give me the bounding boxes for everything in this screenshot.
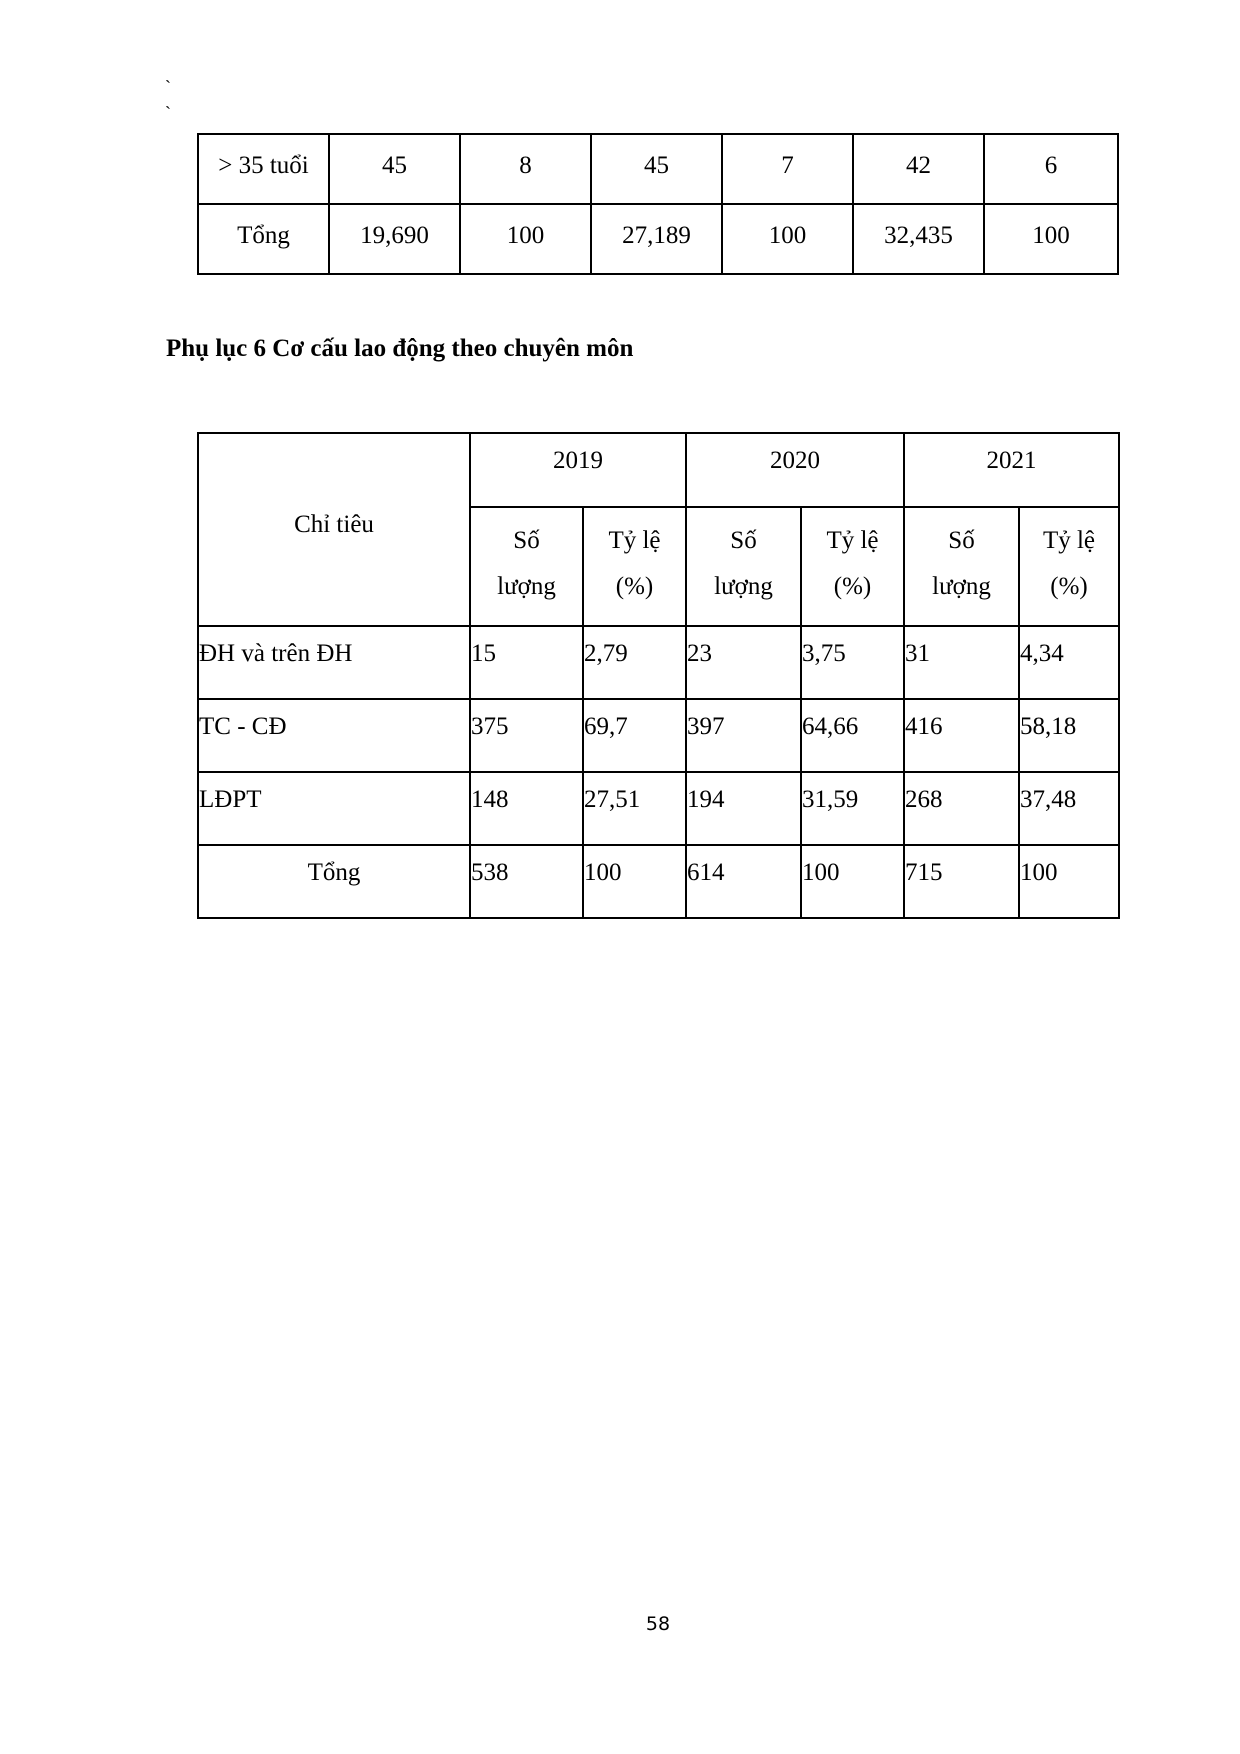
table-cell: 37,48 — [1019, 772, 1119, 845]
table-cell: 27,189 — [591, 204, 722, 274]
column-header-year: 2019 — [470, 433, 686, 507]
row-label: ĐH và trên ĐH — [198, 626, 470, 699]
table-cell: 194 — [686, 772, 801, 845]
table-row-total — [198, 845, 1119, 918]
table-cell: 8 — [460, 134, 591, 204]
table-cell: 69,7 — [583, 699, 686, 772]
table-cell: 31,59 — [801, 772, 904, 845]
column-header-ratio: Tỷ lệ (%) — [801, 507, 904, 626]
stray-mark: ` — [165, 77, 171, 97]
table-cell: 23 — [686, 626, 801, 699]
row-label: LĐPT — [198, 772, 470, 845]
header-row-years — [198, 433, 1119, 507]
section-heading: Phụ lục 6 Cơ cấu lao động theo chuyên môn — [166, 335, 634, 362]
table-cell: 100 — [583, 845, 686, 918]
column-header-year: 2020 — [686, 433, 904, 507]
row-label: > 35 tuổi — [198, 134, 329, 204]
column-header-ratio: Tỷ lệ (%) — [583, 507, 686, 626]
table-cell: 19,690 — [329, 204, 460, 274]
table-cell: 148 — [470, 772, 583, 845]
table-row — [198, 134, 1118, 204]
table-row — [198, 772, 1119, 845]
table-cell: 58,18 — [1019, 699, 1119, 772]
table-cell: 397 — [686, 699, 801, 772]
column-header-count: Số lượng — [686, 507, 801, 626]
table-cell: 416 — [904, 699, 1019, 772]
table-cell: 4,34 — [1019, 626, 1119, 699]
table-cell: 100 — [722, 204, 853, 274]
table-row — [198, 626, 1119, 699]
table-cell: 614 — [686, 845, 801, 918]
table-row — [198, 204, 1118, 274]
table-cell: 100 — [1019, 845, 1119, 918]
table-cell: 375 — [470, 699, 583, 772]
labor-by-specialty-table — [197, 432, 1120, 919]
table-cell: 3,75 — [801, 626, 904, 699]
column-header-count: Số lượng — [904, 507, 1019, 626]
table-cell: 42 — [853, 134, 984, 204]
table-cell: 100 — [460, 204, 591, 274]
table-cell: 715 — [904, 845, 1019, 918]
table-cell: 27,51 — [583, 772, 686, 845]
age-structure-table-continuation — [197, 133, 1119, 275]
column-header-ratio: Tỷ lệ (%) — [1019, 507, 1119, 626]
column-header-chi-tieu: Chỉ tiêu — [198, 433, 470, 626]
row-label: TC - CĐ — [198, 699, 470, 772]
table-cell: 100 — [801, 845, 904, 918]
row-label: Tổng — [198, 845, 470, 918]
row-label: Tổng — [198, 204, 329, 274]
table-cell: 100 — [984, 204, 1118, 274]
table-cell: 15 — [470, 626, 583, 699]
table-cell: 2,79 — [583, 626, 686, 699]
stray-mark: ` — [165, 103, 171, 123]
page-number: 58 — [645, 1613, 671, 1635]
table-cell: 45 — [591, 134, 722, 204]
table-cell: 32,435 — [853, 204, 984, 274]
column-header-year: 2021 — [904, 433, 1119, 507]
table-cell: 538 — [470, 845, 583, 918]
table-cell: 7 — [722, 134, 853, 204]
table-cell: 45 — [329, 134, 460, 204]
table-cell: 64,66 — [801, 699, 904, 772]
table-cell: 6 — [984, 134, 1118, 204]
table-cell: 268 — [904, 772, 1019, 845]
column-header-count: Số lượng — [470, 507, 583, 626]
table-cell: 31 — [904, 626, 1019, 699]
table-row — [198, 699, 1119, 772]
